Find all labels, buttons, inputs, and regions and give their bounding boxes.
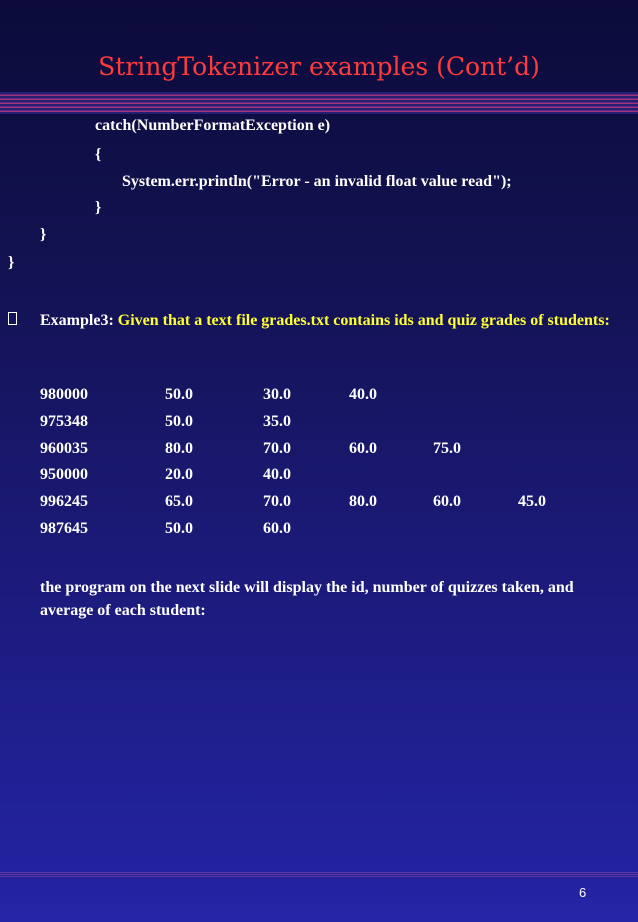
grade-value: 60.0: [263, 520, 291, 537]
grade-value: 80.0: [349, 493, 377, 510]
example-paragraph: [40, 309, 625, 332]
grade-id: 987645: [40, 520, 88, 537]
code-line-catch: catch(NumberFormatException e): [95, 117, 331, 134]
grades-row: [0, 520, 638, 543]
grade-value: 60.0: [433, 493, 461, 510]
grade-value: 70.0: [263, 440, 291, 457]
grade-value: 50.0: [165, 386, 193, 403]
grade-value: 50.0: [165, 413, 193, 430]
grades-row: [0, 413, 638, 436]
title-divider: [0, 92, 638, 114]
grade-id: 950000: [40, 466, 88, 483]
grade-value: 65.0: [165, 493, 193, 510]
code-line-open-brace: {: [95, 146, 102, 163]
grade-id: 980000: [40, 386, 88, 403]
bullet-icon: [8, 312, 17, 325]
grade-value: 30.0: [263, 386, 291, 403]
code-line-close-brace-outer: }: [40, 226, 47, 243]
closing-paragraph: the program on the next slide will display the id, number of quizzes taken, and average of each student:: [40, 579, 574, 619]
code-line-close-brace-class: }: [8, 254, 15, 271]
grades-row: [0, 466, 638, 489]
example-label: Example3:: [40, 312, 114, 329]
grade-value: 50.0: [165, 520, 193, 537]
grade-id: 960035: [40, 440, 88, 457]
grades-row: [0, 386, 638, 409]
page-number: 6: [579, 885, 587, 900]
footer-divider: [0, 872, 638, 878]
grade-value: 35.0: [263, 413, 291, 430]
grade-value: 70.0: [263, 493, 291, 510]
grade-value: 80.0: [165, 440, 193, 457]
grade-value: 75.0: [433, 440, 461, 457]
code-line-close-brace: }: [95, 199, 102, 216]
grade-id: 975348: [40, 413, 88, 430]
grades-row: [0, 440, 638, 463]
grade-value: 45.0: [518, 493, 546, 510]
code-line-println: System.err.println("Error - an invalid float value read");: [122, 173, 512, 190]
grade-id: 996245: [40, 493, 88, 510]
grade-value: 40.0: [349, 386, 377, 403]
grades-row: [0, 493, 638, 516]
grade-value: 20.0: [165, 466, 193, 483]
example-text: Given that a text file grades.txt contains ids and quiz grades of students:: [117, 312, 610, 329]
grade-value: 60.0: [349, 440, 377, 457]
grade-value: 40.0: [263, 466, 291, 483]
slide-title: StringTokenizer examples (Cont’d): [98, 52, 540, 81]
